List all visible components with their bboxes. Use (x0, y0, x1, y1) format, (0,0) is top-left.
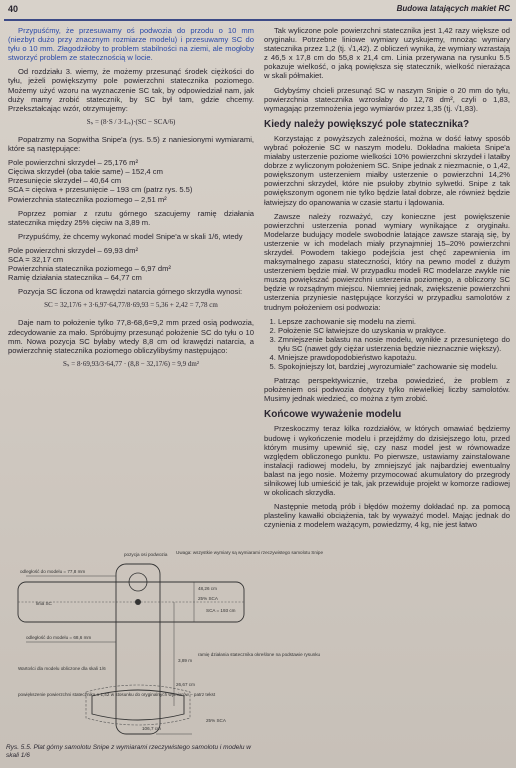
data-line: SCA = 32,17 cm (8, 254, 64, 264)
paragraph: Następnie metodą prób i błędów możemy dokładać np. za pomocą plasteliny kawałki obciążenia, tak by wyważyć model. Mając jednak do czynienia z modelem ważącym, powiedzmy, 4 kg, nie jest łatwo (264, 502, 510, 530)
paragraph: Przypuśćmy, że przesuwamy oś podwozia do przodu o 10 mm (niezbyt dużo przy znacznym rozmiarze modelu) i przesuwamy SC do tyłu o 10 mm. Złagodziłoby to problem stabilności na ziemi, ale mogłoby stworzyć problem ze statecznością w locie. (8, 26, 254, 63)
formula-ss: Sₛ = (8·S / 3·Lₛ)·(SC − SCA/6) (86, 117, 176, 126)
paragraph: Daje nam to położenie tylko 77,8-68,6=9,2 mm przed osią podwozia, zdecydowanie za mało. Spróbujmy przesunąć położenie SC do tyłu o 10 mm. Nowa pozycja SC byłaby wtedy 8,8 cm od krawędzi natarcia, a powierzchnię statecznika poziomego obliczylibyśmy następująco: (8, 318, 254, 355)
fig-label: 3,89 m (178, 658, 193, 663)
paragraph: Patrząc perspektywicznie, trzeba powiedzieć, że problem z położeniem osi podwozia dotyczy tylko niewielkiej liczby samolotów. Musimy jednak wiedzieć, co można z tym zrobić. (264, 376, 510, 404)
paragraph: Popatrzmy na Sopwitha Snipe'a (rys. 5.5) z naniesionymi wymiarami, które są następujące: (8, 134, 254, 154)
list-item: 2. Położenie SC łatwiejsze do uzyskania w praktyce. (278, 326, 510, 335)
paragraph: Zawsze należy rozważyć, czy konieczne jest powiększenie powierzchni usterzenia ponad wymiary wynikające z oryginału. Modelarze budujący modele swobodnie latające zawsze starają się, by usterzenie w ich modelach miały przynajmniej 15–20% powierzchni skrzydeł. Powodem takiego podejścia jest chęć zapewnienia im maksymalnego zapasu stateczności, który na pewno model z dużym usterzeniem będzie miał. W przypadku modeli RC modelarze zwykle nie muszą powiększać powierzchni usterzenia poziomego, a obliczony SC będzie w rozsądnym miejscu. Niemniej jednak, zwiększenie powierzchni usterzenia przyniesie następujące korzyści w przypadku samolotów z trudnym położeniem osi podwozia: (264, 211, 510, 312)
snipe-wing-drawing (6, 546, 324, 742)
left-column (8, 26, 254, 377)
fig-label: odległość do modelu = 68,6 mm (26, 635, 92, 640)
paragraph: Tak wyliczone pole powierzchni statecznika jest 1,42 razy większe od oryginału. Potrzebne liniowe wymiary uzyskujemy, mnożąc wymiary statecznika przez 1,2 (tj. √1,42). Z obliczeń wynika, że wymiary wzrastają z 46,5 x 17,8 cm do 55,8 x 21,4 cm. Linia przerywana na rysunku 5.5 pokazuje wielkość, o jaką powiększa się statecznik, wielkość nierażąca w skali półmakiet. (264, 26, 510, 81)
cg-marker-icon (135, 599, 141, 605)
fig-label: Uwaga: wszystkie wymiary są wymiarami rzeczywistego samolotu Snipe (176, 550, 324, 555)
figure-caption: Rys. 5.5. Plat górny samolotu Snipe z wymiarami rzeczywistego samolotu i modelu w skali 1/6 (6, 744, 251, 759)
data-line: Pole powierzchni skrzydeł – 25,176 m² (8, 158, 138, 168)
fig-label: odległość do modelu = 77,8 mm (20, 569, 86, 574)
section-heading: Kiedy należy powiększyć pole statecznika? (264, 118, 470, 130)
benefits-list (264, 317, 510, 372)
fig-label: 25% SCA (198, 596, 218, 601)
data-list-2 (8, 246, 254, 282)
running-title: Budowa latających makiet RC (396, 4, 510, 13)
list-item: 1. Lepsze zachowanie się modelu na ziemi. (278, 317, 510, 326)
paragraph: Korzystając z powyższych zależności, można w dość łatwy sposób wybrać położenie SC w naszym modelu. Dokładna makieta Snipe'a miałaby usterzenie poziome wielkości 10% powierzchni skrzydeł i latałby dobrze z wyliczonym położeniem SC. Snipe jednak z niezmacnie, o 1,42, powiększonym usterzeniem miałby usterzenie o powierzchni 14,2% powierzchni skrzydeł, które nie psułoby zbytnio sylwetki. Snipe z tak powiększonym ogonem nie tylko będzie latał dobrze, ale również będzie łatwiejszy do opanowania w czasie startu i lądowania. (264, 133, 510, 207)
data-list-1 (8, 158, 254, 203)
fig-label: 48,26 cm (198, 586, 217, 591)
list-item: 5. Spokojniejszy lot, bardziej „wyrozumiałe” zachowanie się modelu. (278, 362, 510, 371)
fig-label: linia SC (36, 601, 52, 606)
paragraph: Pozycja SC liczona od krawędzi natarcia górnego skrzydła wynosi: (18, 287, 243, 297)
paragraph: Przeskoczmy teraz kilka rozdziałów, w których omawiać będziemy budowę i wykończenie modelu i przejdźmy do dzisiejszego lotu, przed którym musimy upewnić się, czy nasz model jest w równowadze względem obliczonego punktu. Po pierwsze, ustawiamy zainstalowane instalacji radiowej modelu, by zmniejszyć jak najbardziej ewentualny balast na jego nosie. Możemy przymocować akumulatory do przegrody silnikowej lub umieścić je tak, jak przewiduje projekt w komorze radiowej w okolicach skrzydła. (264, 424, 510, 498)
formula-ss-new: Sₛ = 8·69,93/3·64,77 · (8,8 − 32,17/6) = 9,9 dm² (63, 359, 199, 368)
figure-5-5 (6, 546, 324, 742)
data-line: Przesunięcie skrzydeł – 40,64 cm (8, 176, 122, 186)
paragraph: Przypuśćmy, że chcemy wykonać model Snipe'a w skali 1/6, wtedy (18, 231, 243, 241)
paragraph: Poprzez pomiar z rzutu górnego szacujemy ramię działania statecznika między 25% cięciw na 3,89 m. (8, 208, 254, 227)
formula-sc: SC = 32,17/6 + 3·6,97·64,77/8·69,93 = 5,36 + 2,42 = 7,78 cm (44, 301, 218, 310)
page-number: 40 (8, 4, 19, 14)
fig-label: 25% SCA (206, 718, 226, 723)
fig-label: 26,67 cm (176, 682, 195, 687)
list-item: 3. Zmniejszenie balastu na nosie modelu, wynikłe z przesuniętego do tyłu SC (nawet gdy ciężar usterzenia będzie nieznacznie większy). (278, 335, 510, 353)
data-line: Powierzchnia statecznika poziomego – 2,51 m² (8, 194, 167, 204)
fuselage-outline (116, 564, 160, 734)
paragraph: Gdybyśmy chcieli przesunąć SC w naszym Snipie o 20 mm do tyłu, powierzchnia statecznika wzrosłaby do 12,78 dm², czyli o 1,83, wymagając przemnożenia jego wymiarów przez 1,35 (tj. √1,83). (264, 85, 510, 113)
data-line: Ramię działania statecznika – 64,77 cm (8, 273, 142, 283)
fig-label: Wartości dla modelu obliczone dla skali 1/6 (18, 666, 106, 671)
data-line: Cięciwa skrzydeł (oba takie same) – 152,4 cm (8, 167, 163, 177)
data-line: Pole powierzchni skrzydeł – 69,93 dm² (8, 245, 138, 255)
section-heading: Końcowe wyważenie modelu (264, 409, 402, 421)
header-rule (4, 19, 512, 21)
right-column (264, 26, 510, 535)
paragraph: Od rozdziału 3. wiemy, że możemy przesunąć środek ciężkości do tyłu, jeżeli powiększymy pole powierzchni statecznika poziomego. Możemy użyć wzoru na wyznaczenie SC tak, by odpowiedział nam, jak duży mamy zrobić statecznik, by SC był tam, gdzie chcemy. Przekształcając wzór, otrzymujemy: (8, 67, 254, 113)
list-item: 4. Mniejsze prawdopodobieństwo kapotażu. (278, 353, 510, 362)
data-line: Powierzchnia statecznika poziomego – 6,97 dm² (8, 264, 171, 274)
data-line: SCA = cięciwa + przesunięcie – 193 cm (patrz rys. 5.5) (8, 185, 193, 195)
fig-label: 106,7 cm (142, 726, 161, 731)
enlarged-tailplane-outline (86, 685, 190, 725)
page-header (0, 4, 516, 18)
fig-label: ramię działania statecznika określone na podstawie rysunku (198, 652, 321, 657)
fig-label: pozycja osi podwozia (124, 552, 168, 557)
fig-label: powiększenie powierzchni statecznika o 1,42 w stosunku do oryginalnych wymiarów – patrz tekst (18, 692, 216, 697)
fig-label: SCA = 193 cm (206, 608, 236, 613)
